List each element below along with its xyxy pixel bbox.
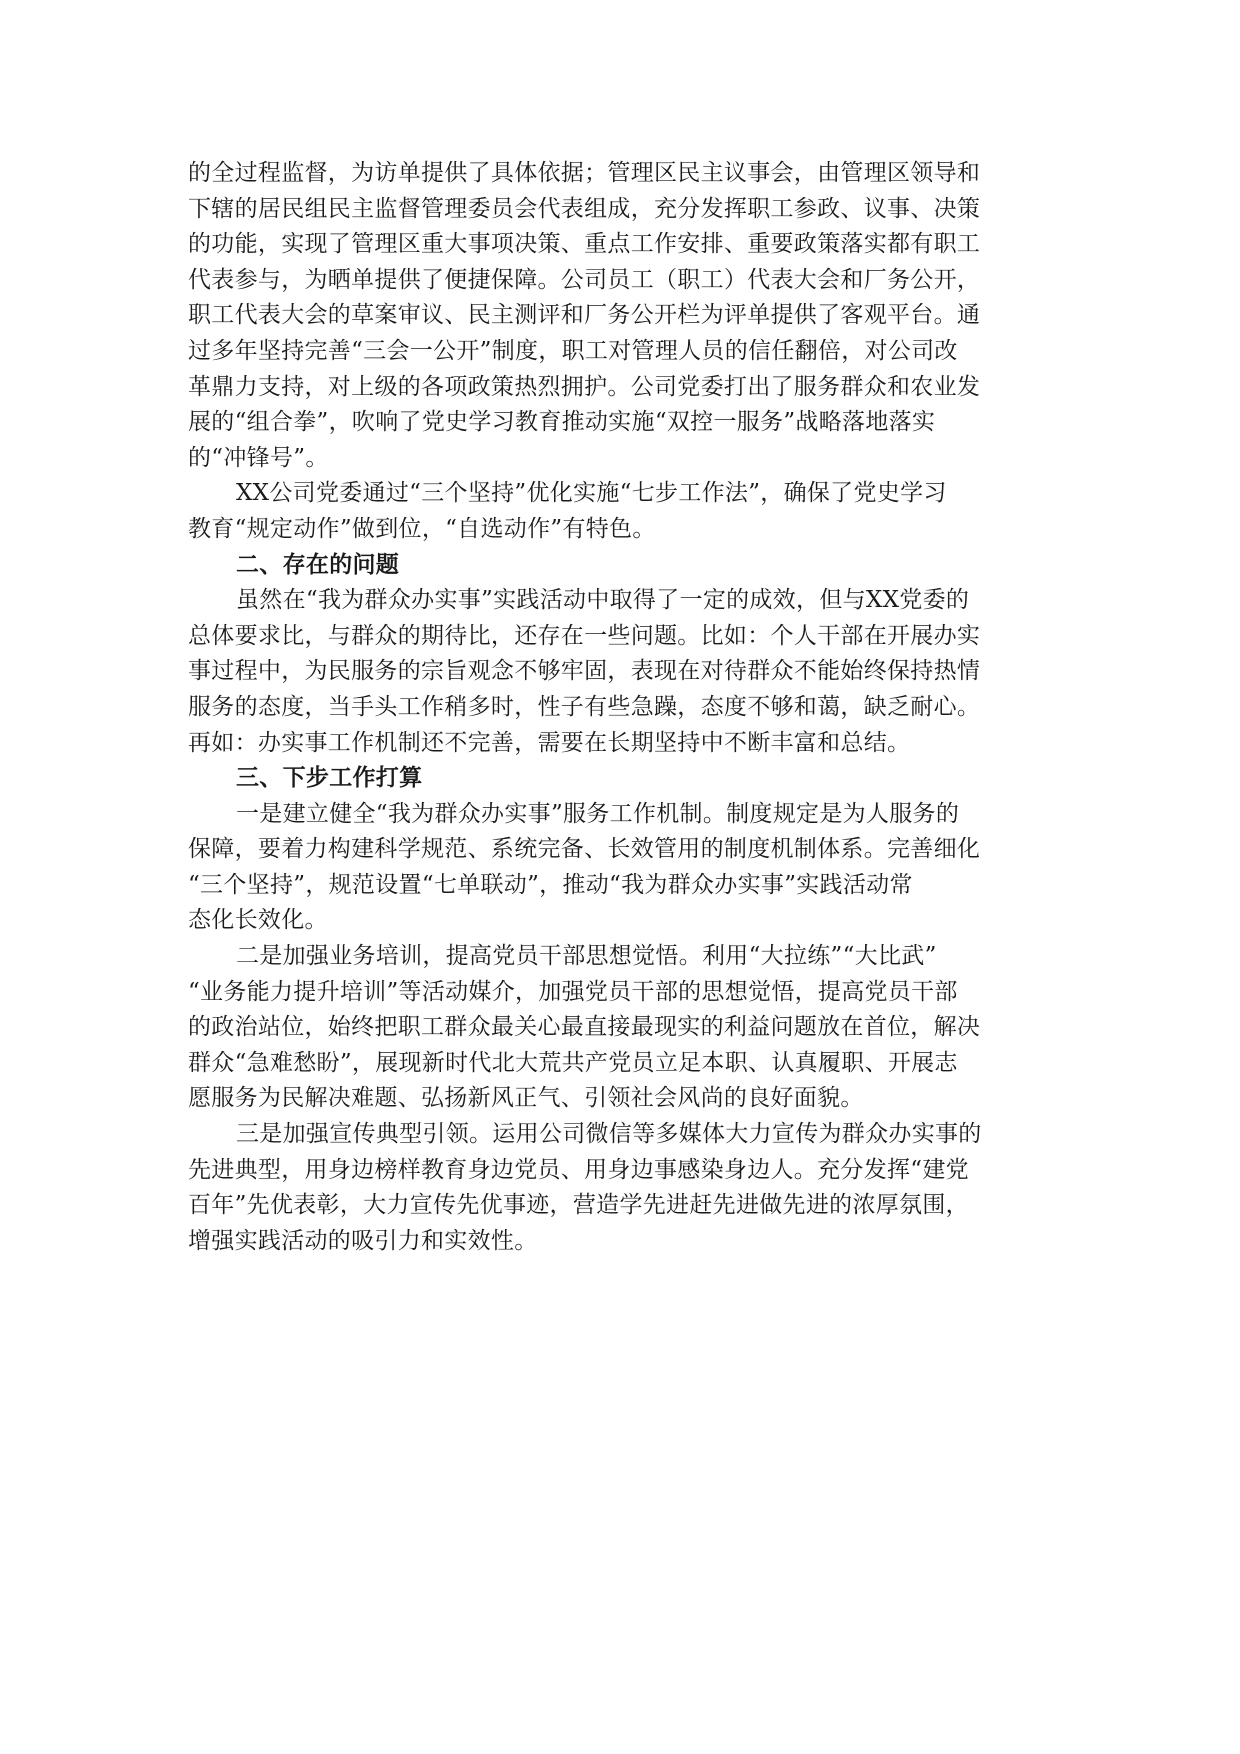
body-paragraph [188,156,1052,476]
text-line: 的“冲锋号”。 [188,444,329,471]
text-line: 一是建立健全“我为群众办实事”服务工作机制。制度规定是为人服务的 [236,800,960,827]
text-line: 展的“组合拳”，吹响了党史学习教育推动实施“双控一服务”战略落地落实 [188,409,936,436]
text-line: 总体要求比，与群众的期待比，还存在一些问题。比如：个人干部在开展办实 [188,622,981,649]
body-paragraph [188,797,1052,939]
text-line: 虽然在“我为群众办实事”实践活动中取得了一定的成效，但与XX党委的 [236,587,970,614]
text-line: 百年”先优表彰，大力宣传先优事迹，营造学先进赶先进做先进的浓厚氛围， [188,1192,969,1219]
body-paragraph [188,1117,1052,1259]
text-line: “业务能力提升培训”等活动媒介，加强党员干部的思想觉悟，提高党员干部 [188,978,958,1005]
text-line: 先进典型，用身边榜样教育身边党员、用身边事感染身边人。充分发挥“建党 [188,1156,969,1183]
text-line: 的政治站位，始终把职工群众最关心最直接最现实的利益问题放在首位，解决 [188,1014,981,1041]
text-line: 态化长效化。 [188,907,328,934]
text-line: 增强实践活动的吸引力和实效性。 [188,1227,538,1254]
text-line: 下辖的居民组民主监督管理委员会代表组成，充分发挥职工参政、议事、决策 [188,195,981,222]
section-heading [188,548,1052,584]
body-paragraph [188,939,1052,1117]
text-line: XX公司党委通过“三个坚持”优化实施“七步工作法”，确保了党史学习 [236,480,947,507]
text-line: 愿服务为民解决难题、弘扬新风正气、引领社会风尚的良好面貌。 [188,1085,864,1112]
text-line: 群众“急难愁盼”，展现新时代北大荒共产党员立足本职、认真履职、开展志 [188,1049,958,1076]
text-line: 过多年坚持完善“三会一公开”制度，职工对管理人员的信任翻倍，对公司改 [188,337,958,364]
text-line: 三是加强宣传典型引领。运用公司微信等多媒体大力宣传为群众办实事的 [236,1121,982,1148]
text-line: 教育“规定动作”做到位，“自选动作”有特色。 [188,515,656,542]
section-heading [188,761,1052,797]
text-line: 保障，要着力构建科学规范、系统完备、长效管用的制度机制体系。完善细化 [188,836,981,863]
text-line: 事过程中，为民服务的宗旨观念不够牢固，表现在对待群众不能始终保持热情 [188,658,981,685]
text-line: 革鼎力支持，对上级的各项政策热烈拥护。公司党委打出了服务群众和农业发 [188,373,981,400]
text-line: “三个坚持”，规范设置“七单联动”，推动“我为群众办实事”实践活动常 [188,871,913,898]
text-line: 代表参与，为晒单提供了便捷保障。公司员工（职工）代表大会和厂务公开， [188,266,981,293]
text-line: 三、下步工作打算 [236,765,423,792]
text-line: 职工代表大会的草案审议、民主测评和厂务公开栏为评单提供了客观平台。通 [188,302,981,329]
document-body [188,156,1052,1259]
text-line: 二、存在的问题 [236,551,400,578]
text-line: 的功能，实现了管理区重大事项决策、重点工作安排、重要政策落实都有职工 [188,231,981,258]
text-line: 服务的态度，当手头工作稍多时，性子有些急躁，态度不够和蔼，缺乏耐心。 [188,693,981,720]
body-paragraph [188,476,1052,547]
text-line: 再如：办实事工作机制还不完善，需要在长期坚持中不断丰富和总结。 [188,729,911,756]
body-paragraph [188,583,1052,761]
text-line: 二是加强业务培训，提高党员干部思想觉悟。利用“大拉练”“大比武” [236,943,937,970]
text-line: 的全过程监督，为访单提供了具体依据；管理区民主议事会，由管理区领导和 [188,160,981,186]
